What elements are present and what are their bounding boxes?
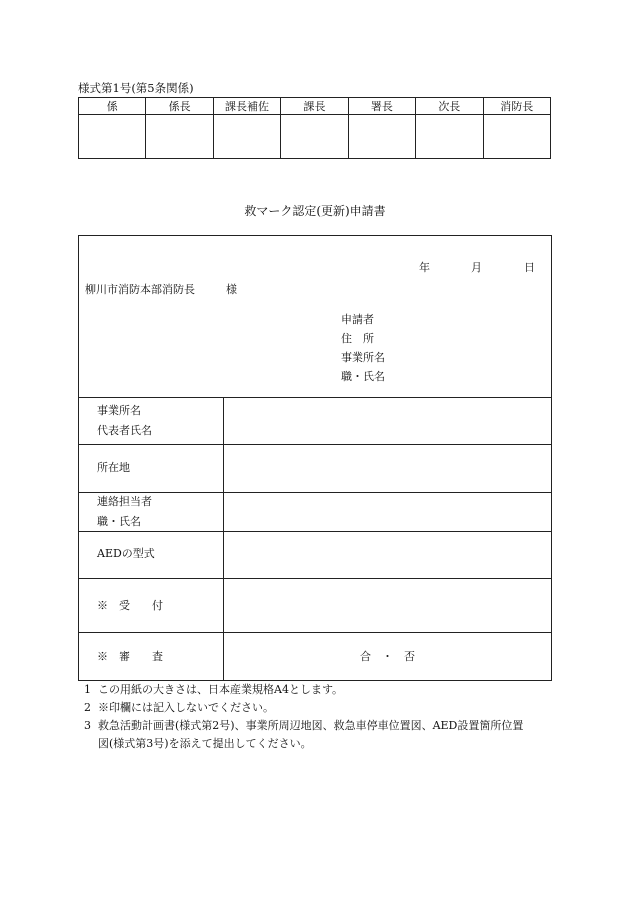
approval-header: 係 (79, 98, 146, 115)
approval-stamp-cell[interactable] (146, 115, 213, 159)
reception-field[interactable] (224, 579, 551, 632)
approval-stamp-cell[interactable] (213, 115, 280, 159)
application-form (78, 235, 552, 681)
approval-header: 消防長 (483, 98, 550, 115)
note-item: 1 この用紙の大きさは、日本産業規格A4とします。 (84, 683, 344, 696)
addressee: 柳川市消防本部消防長 (85, 283, 195, 296)
row-label-aed-model: AEDの型式 (97, 547, 155, 560)
approval-stamp-cell[interactable] (416, 115, 483, 159)
row-divider (79, 632, 551, 633)
approval-stamp-cell[interactable] (483, 115, 550, 159)
review-pass-fail: 合 ・ 否 (360, 650, 415, 663)
approval-header: 課長 (281, 98, 348, 115)
approval-header: 次長 (416, 98, 483, 115)
applicant-office-label: 事業所名 (341, 351, 385, 364)
approval-stamp-cell[interactable] (281, 115, 348, 159)
document-title: 救マーク認定(更新)申請書 (244, 204, 386, 218)
approval-header: 課長補佐 (213, 98, 280, 115)
application-header-area (79, 236, 551, 398)
row-label-contact: 連絡担当者 職・氏名 (97, 495, 152, 528)
location-field[interactable] (224, 445, 551, 492)
applicant-heading: 申請者 (341, 313, 374, 326)
honorific: 様 (226, 283, 237, 296)
contact-person-field[interactable] (224, 493, 551, 531)
approval-stamp-cell[interactable] (79, 115, 146, 159)
note-item-continuation: 図(様式第3号)を添えて提出してください。 (98, 737, 312, 750)
approval-stamp-table (78, 97, 551, 159)
date-day-label: 日 (524, 261, 535, 274)
approval-header: 署長 (348, 98, 415, 115)
form-number-label: 様式第1号(第5条関係) (78, 81, 194, 95)
applicant-name-label: 職・氏名 (341, 370, 385, 383)
date-year-label: 年 (419, 261, 430, 274)
note-item: 2 ※印欄には記入しないでください。 (84, 701, 274, 714)
row-label-office: 事業所名 代表者氏名 (97, 404, 152, 437)
date-month-label: 月 (471, 261, 482, 274)
row-label-reception: ※ 受 付 (97, 599, 163, 612)
applicant-address-label: 住 所 (341, 332, 374, 345)
approval-header: 係長 (146, 98, 213, 115)
aed-model-field[interactable] (224, 532, 551, 578)
note-item: 3 救急活動計画書(様式第2号)、事業所周辺地図、救急車停車位置図、AED設置箇所位置 (84, 719, 524, 732)
office-representative-field[interactable] (224, 398, 551, 444)
approval-stamp-cell[interactable] (348, 115, 415, 159)
row-label-review: ※ 審 査 (97, 650, 163, 663)
row-label-location: 所在地 (97, 461, 130, 474)
